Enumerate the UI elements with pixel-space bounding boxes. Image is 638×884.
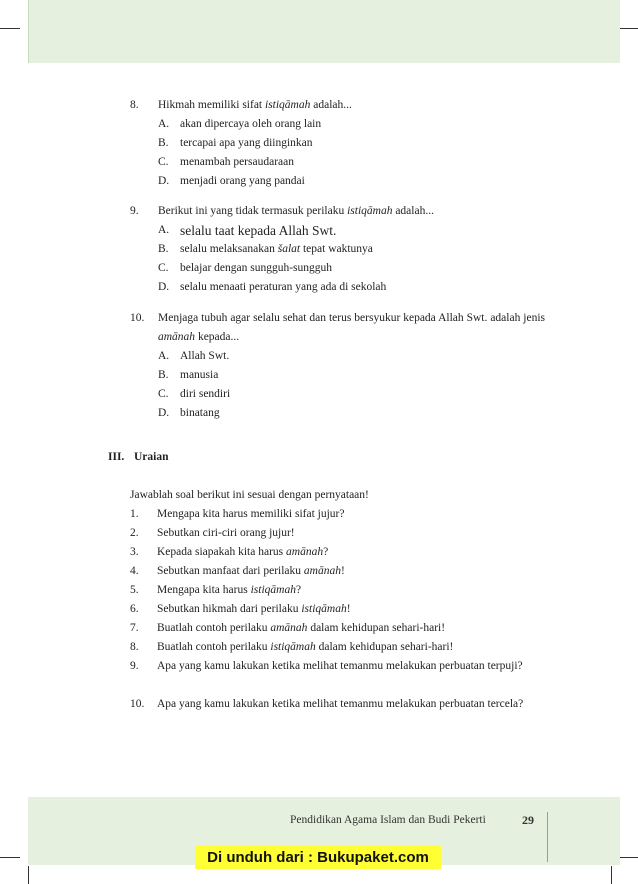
question-number: 10.	[130, 312, 145, 324]
question-number: 8.	[130, 99, 139, 111]
answer-option: A. Allah Swt.	[158, 350, 230, 362]
essay-question-8: 8. Buatlah contoh perilaku istiqāmah dalam kehidupan sehari-hari!	[130, 641, 454, 653]
question-stem: Hikmah memiliki sifat istiqāmah adalah...	[158, 99, 352, 111]
section-title: Uraian	[134, 451, 169, 463]
essay-question-6: 6. Sebutkan hikmah dari perilaku istiqāmah!	[130, 603, 351, 615]
answer-option: C. diri sendiri	[158, 388, 231, 400]
answer-option: D. binatang	[158, 407, 220, 419]
section-instruction: Jawablah soal berikut ini sesuai dengan pernyataan!	[130, 489, 369, 501]
essay-question-2: 2. Sebutkan ciri-ciri orang jujur!	[130, 527, 295, 539]
answer-option: D. menjadi orang yang pandai	[158, 175, 305, 187]
mc-question-9	[120, 202, 545, 297]
answer-option: D. selalu menaati peraturan yang ada di sekolah	[158, 281, 387, 293]
crop-mark	[618, 28, 638, 29]
essay-question-4: 4. Sebutkan manfaat dari perilaku amānah!	[130, 565, 345, 577]
download-watermark[interactable]: Di unduh dari : Bukupaket.com	[195, 846, 441, 869]
section-number: III.	[108, 451, 125, 463]
answer-option: C. menambah persaudaraan	[158, 156, 294, 168]
mc-question-8	[120, 96, 545, 191]
answer-option: A. akan dipercaya oleh orang lain	[158, 118, 322, 130]
question-stem: Berikut ini yang tidak termasuk perilaku istiqāmah adalah...	[158, 205, 434, 217]
question-number: 9.	[130, 205, 139, 217]
mc-question-10	[120, 309, 545, 423]
crop-mark	[618, 857, 638, 858]
essay-question-5: 5. Mengapa kita harus istiqāmah?	[130, 584, 302, 596]
answer-option: B. tercapai apa yang diinginkan	[158, 137, 313, 149]
crop-mark	[0, 857, 20, 858]
essay-question-3: 3. Kepada siapakah kita harus amānah?	[130, 546, 329, 558]
essay-question-7: 7. Buatlah contoh perilaku amānah dalam kehidupan sehari-hari!	[130, 622, 446, 634]
header-band	[28, 0, 620, 63]
answer-option: C. belajar dengan sungguh-sungguh	[158, 262, 333, 274]
essay-question-1: 1. Mengapa kita harus memiliki sifat jujur?	[130, 508, 345, 520]
answer-option: B. manusia	[158, 369, 219, 381]
question-stem: Menjaga tubuh agar selalu sehat dan terus bersyukur kepada Allah Swt. adalah jenis amānah kepada...	[158, 312, 545, 343]
crop-mark	[28, 866, 29, 884]
section-heading	[108, 448, 169, 467]
answer-option: A. selalu taat kepada Allah Swt.	[158, 223, 337, 238]
essay-question-9: 9. Apa yang kamu lakukan ketika melihat temanmu melakukan perbuatan terpuji?	[130, 660, 523, 672]
header-divider	[28, 0, 29, 63]
book-title: Pendidikan Agama Islam dan Budi Pekerti	[290, 814, 486, 826]
page-number: 29	[522, 813, 534, 827]
answer-option: B. selalu melaksanakan šalat tepat waktunya	[158, 243, 373, 255]
crop-mark	[611, 866, 612, 884]
crop-mark	[0, 28, 20, 29]
essay-question-10: 10. Apa yang kamu lakukan ketika melihat temanmu melakukan perbuatan tercela?	[130, 698, 524, 710]
footer-divider	[547, 812, 548, 862]
